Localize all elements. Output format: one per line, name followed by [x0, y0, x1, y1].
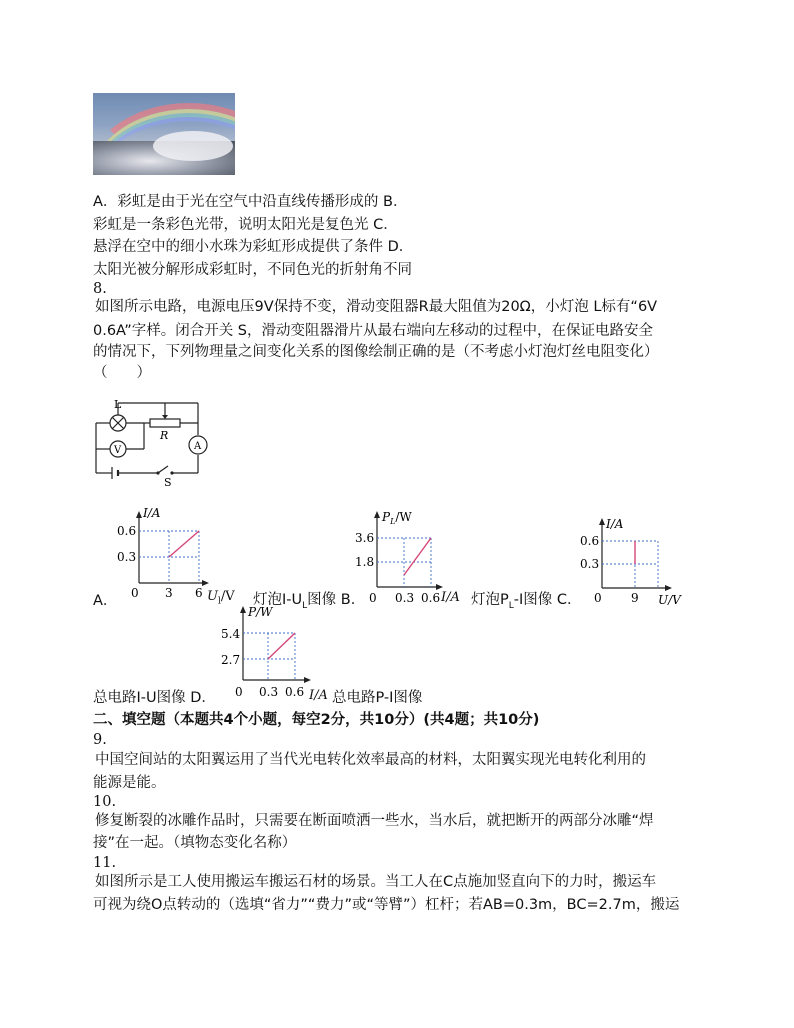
- graph-b-grid: [377, 538, 431, 587]
- section-2-title: 二、填空题（本题共4个小题，每空2分，共10分）(共4题；共10分): [93, 712, 540, 728]
- graph-a-xlabel: $U_l/V$: [207, 589, 235, 607]
- graph-b: [355, 505, 455, 605]
- q11-line-1: 如图所示是工人使用搬运车搬运石材的场景。当工人在C点施加竖直向下的力时，搬运车: [95, 874, 657, 890]
- graph-a-ylabel: I/A: [143, 506, 161, 520]
- q8-number: 8.: [93, 281, 107, 297]
- q8-line-2: 0.6A”字样。闭合开关 S，滑动变阻器滑片从最右端向左移动的过程中，在保证电路安全: [93, 323, 654, 339]
- q10-line-1: 修复断裂的冰雕作品时，只需要在断面喷洒一些水，当水后，就把断开的两部分冰雕“焊: [95, 813, 654, 829]
- graph-d: [215, 600, 315, 700]
- graph-a-xtick-2: 6: [195, 586, 203, 600]
- graph-c-grid: [602, 541, 658, 588]
- caption-total-pi: 总电路P-I图像: [332, 690, 423, 706]
- q11-line-2: 可视为绕O点转动的（选填“省力”“费力”或“等臂”）杠杆；若AB=0.3m，BC=2.7m，搬运: [93, 897, 680, 913]
- q8-line-3: 的情况下，下列物理量之间变化关系的图像绘制正确的是（不考虑小灯泡灯丝电阻变化）: [93, 344, 659, 360]
- graph-c-ytick-1: 0.3: [580, 557, 600, 571]
- q7-option-d: 太阳光被分解形成彩虹时，不同色光的折射角不同: [93, 262, 412, 278]
- graph-b-xtick-2: 0.6: [421, 591, 441, 605]
- q8-line-1: 如图所示电路，电源电压9V保持不变，滑动变阻器R最大阻值为20Ω，小灯泡 L标有“6V: [95, 299, 658, 315]
- lamp-label: L: [114, 398, 122, 411]
- lamp-cross-icon: [110, 415, 126, 431]
- switch-icon: [156, 471, 173, 474]
- q7-option-a: A．彩虹是由于光在空气中沿直线传播形成的 B．: [93, 194, 408, 210]
- graph-d-line: [268, 633, 295, 659]
- graph-c-ytick-2: 0.6: [580, 534, 600, 548]
- rainbow-photo: [93, 93, 235, 175]
- graph-d-ytick-1: 2.7: [221, 653, 241, 667]
- graph-d-xlabel: I/A: [309, 688, 328, 703]
- cloud-puff: [153, 131, 233, 161]
- rheostat-label: R: [160, 429, 169, 442]
- caption-total-iu: 总电路I-U图像 D．: [93, 690, 216, 706]
- rheostat-icon: [150, 415, 180, 427]
- graph-a-origin: 0: [131, 586, 139, 600]
- graph-c-xtick-1: 9: [631, 591, 639, 605]
- switch-label: S: [164, 476, 172, 488]
- graph-c-origin: 0: [594, 591, 602, 605]
- q8-answer-blank: （ ）: [93, 365, 151, 381]
- q10-number: 10.: [93, 794, 117, 810]
- graph-a: [110, 505, 220, 600]
- option-a-label: A．: [93, 593, 118, 609]
- graph-a-ytick-1: 0.3: [117, 550, 137, 564]
- caption-lamp-pi: 灯泡$P_L-I$图像 C．: [471, 592, 582, 611]
- graph-c-xlabel: U/V: [658, 593, 681, 607]
- graph-b-origin: 0: [369, 591, 377, 605]
- graph-d-xtick-1: 0.3: [259, 685, 279, 699]
- q7-option-c: 悬浮在空中的细小水珠为彩虹形成提供了条件 D．: [93, 239, 414, 255]
- q9-line-1: 中国空间站的太阳翼运用了当代光电转化效率最高的材料，太阳翼实现光电转化利用的: [95, 752, 646, 768]
- graph-b-xlabel: I/A: [441, 590, 460, 605]
- graph-a-xtick-1: 3: [165, 586, 173, 600]
- graph-d-xtick-2: 0.6: [285, 685, 305, 699]
- q10-line-2: 接”在一起。（填物态变化名称）: [93, 835, 297, 851]
- graph-d-origin: 0: [235, 685, 243, 699]
- q11-number: 11.: [93, 855, 117, 871]
- graph-b-ytick-1: 1.8: [355, 555, 375, 569]
- voltmeter-label: V: [114, 445, 122, 456]
- graph-d-ytick-2: 5.4: [221, 627, 241, 641]
- q7-option-b: 彩虹是一条彩色光带，说明太阳光是复色光 C．: [93, 217, 398, 233]
- graph-c: [578, 512, 693, 607]
- graph-d-ylabel: P/W: [248, 605, 273, 619]
- graph-b-line: [404, 538, 431, 575]
- graph-b-xtick-1: 0.3: [395, 591, 415, 605]
- ammeter-label: A: [194, 441, 202, 452]
- graph-a-line: [169, 531, 199, 557]
- q9-line-2: 能源是能。: [93, 775, 166, 791]
- graph-b-ytick-2: 3.6: [355, 531, 375, 545]
- graph-c-ylabel: I/A: [606, 517, 624, 531]
- battery-icon: [112, 467, 118, 479]
- graph-a-ytick-2: 0.6: [117, 524, 137, 538]
- circuit-diagram: [88, 393, 218, 488]
- q9-number: 9.: [93, 732, 107, 748]
- caption-lamp-iu: 灯泡$I-U_L$图像 B．: [253, 592, 366, 611]
- graph-b-ylabel: $P_L/W$: [382, 510, 412, 526]
